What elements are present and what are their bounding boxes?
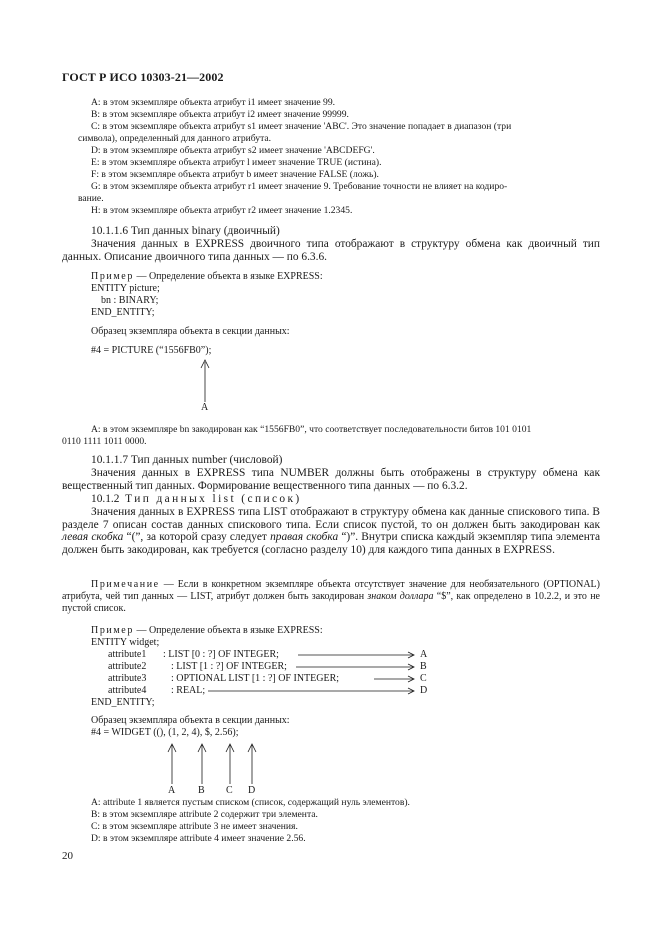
arrow-target-label: D [420, 685, 428, 696]
note-text: — Если в конкретном экземпляре объекта отсутствует значение для необязательного (OPTIONAL) атрибута, чей тип данных — LIST, атрибут должен быть закодирован [62, 579, 600, 602]
attribute-name: attribute1 [108, 649, 147, 660]
paragraph: Значения данных в EXPRESS двоичного типа отображают в структуру обмена как двоичный тип данных. Описание двоичного типа данных — по 6.3.6. [62, 238, 600, 263]
explain-line: C: в этом экземпляре attribute 3 не имеет значения. [91, 821, 298, 832]
dollar-term: знаком доллара [367, 591, 434, 602]
code-line: END_ENTITY; [91, 697, 155, 708]
attribute-type: : LIST [1 : ?] OF INTEGER; [171, 661, 287, 672]
explain-line: A: attribute 1 является пустым списком (список, содержащий нуль элементов). [91, 797, 410, 808]
explain-line: C: в этом экземпляре объекта атрибут s1 имеет значение 'ABC'. Это значение попадает в диапазон (три [91, 121, 512, 132]
section-heading: 10.1.1.7 Тип данных number (числовой) [91, 454, 283, 466]
para-text: “(”, за которой сразу следует [123, 531, 271, 544]
arrow-label: B [198, 785, 205, 796]
heading-word: Тип данных list (список) [125, 493, 302, 505]
attribute-name: attribute3 [108, 673, 147, 684]
explain-line: 0110 1111 1011 0000. [62, 436, 147, 447]
standard-header: ГОСТ Р ИСО 10303-21—2002 [62, 70, 224, 84]
sample-label: Образец экземпляра объекта в секции данных: [91, 715, 290, 726]
code-line: bn : BINARY; [91, 295, 159, 306]
attribute-name: attribute4 [108, 685, 147, 696]
attribute-type: : REAL; [171, 685, 206, 696]
arrow-label: A [168, 785, 176, 796]
arrow-label: A [201, 402, 209, 413]
explain-line: E: в этом экземпляре объекта атрибут l имеет значение TRUE (истина). [91, 157, 382, 168]
instance-line: #4 = PICTURE (“1556FB0”); [91, 345, 212, 356]
explain-line: D: в этом экземпляре attribute 4 имеет значение 2.56. [91, 833, 306, 844]
right-bracket-term: правая скобка [270, 531, 339, 544]
attribute-type: : OPTIONAL LIST [1 : ?] OF INTEGER; [171, 673, 340, 684]
code-line: ENTITY picture; [91, 283, 160, 294]
instance-line: #4 = WIDGET ((), (1, 2, 4), $, 2.56); [91, 727, 239, 738]
explain-line: A: в этом экземпляре bn закодирован как “1556FB0”, что соответствует последовательности битов 101 0101 [91, 424, 532, 435]
attribute-type: : LIST [0 : ?] OF INTEGER; [163, 649, 279, 660]
heading-number: 10.1.2 [91, 493, 126, 505]
explain-line: вание. [78, 193, 104, 204]
para-text: Значения данных в EXPRESS типа LIST отображают в структуру обмена как данные спискового типа. В разделе 7 описан состав данных спискового типа. Если список пустой, то он должен быть закодирован как [62, 506, 600, 531]
sample-label: Образец экземпляра объекта в секции данных: [91, 326, 290, 337]
section-heading: 10.1.1.6 Тип данных binary (двоичный) [91, 225, 280, 237]
page-number: 20 [62, 850, 73, 862]
example-rest: — Определение объекта в языке EXPRESS: [133, 271, 323, 282]
arrow-target-label: C [420, 673, 427, 684]
left-bracket-term: левая скобка [62, 531, 124, 544]
explain-line: B: в этом экземпляре attribute 2 содержит три элемента. [91, 809, 318, 820]
explain-line: B: в этом экземпляре объекта атрибут i2 имеет значение 99999. [91, 109, 349, 120]
arrow-target-label: B [420, 661, 427, 672]
explain-line: A: в этом экземпляре объекта атрибут i1 имеет значение 99. [91, 97, 336, 108]
arrow-label: D [248, 785, 256, 796]
example-word: Пример [91, 271, 134, 282]
note-text: “$”, как определено в 10.2.2, и это не пустой список. [62, 591, 600, 614]
code-line: END_ENTITY; [91, 307, 155, 318]
para-text: “)”. Внутри списка каждый экземпляр типа элемента должен быть закодирован, как требуется (согласно разделу 10) для каждого типа данных в EXPRESS. [62, 531, 600, 556]
code-line: ENTITY widget; [91, 637, 160, 648]
example-rest: — Определение объекта в языке EXPRESS: [133, 625, 323, 636]
arrow-target-label: A [420, 649, 428, 660]
explain-line: F: в этом экземпляре объекта атрибут b имеет значение FALSE (ложь). [91, 169, 379, 180]
arrow-label: C [226, 785, 233, 796]
explain-line: H: в этом экземпляре объекта атрибут r2 имеет значение 1.2345. [91, 205, 353, 216]
attribute-name: attribute2 [108, 661, 147, 672]
paragraph: Значения данных в EXPRESS типа NUMBER должны быть отображены в структуру обмена как вещественный тип данных. Формирование вещественного типа данных — по 6.3.2. [62, 467, 600, 492]
explain-line: D: в этом экземпляре объекта атрибут s2 имеет значение 'ABCDEFG'. [91, 145, 375, 156]
explain-line: G: в этом экземпляре объекта атрибут r1 имеет значение 9. Требование точности не влияет на кодиро- [91, 181, 508, 192]
explain-line: символа), определенный для данного атрибута. [78, 133, 272, 144]
example-word: Пример [91, 625, 134, 636]
note-word: Примечание [91, 579, 160, 590]
